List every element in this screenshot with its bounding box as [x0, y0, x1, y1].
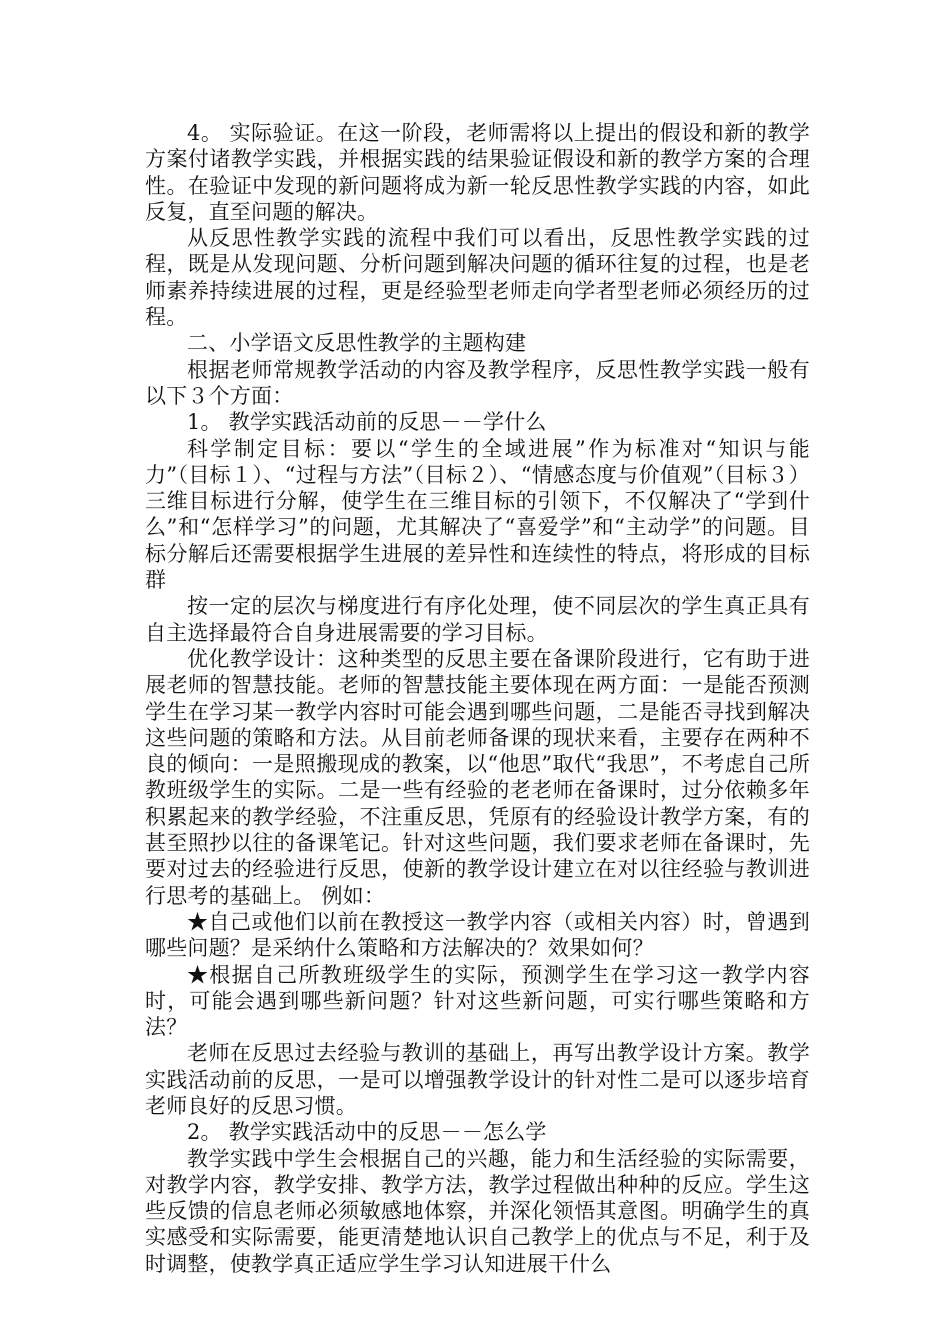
- paragraph-actual-verification: 4。 实际验证。在这一阶段，老师需将以上提出的假设和新的教学方案付诸教学实践，并根据实践的结果验证假设和新的教学方案的合理性。在验证中发现的新问题将成为新一轮反思性教学实践的内容，如此反复，直至问题的解决。: [145, 121, 810, 224]
- section-heading-theme-construction: 二、小学语文反思性教学的主题构建: [187, 331, 527, 356]
- paragraph-three-aspects: 根据老师常规教学活动的内容及教学程序，反思性教学实践一般有以下３个方面：: [145, 357, 810, 408]
- subheading-before-practice: 1。 教学实践活动前的反思－－学什么: [187, 410, 547, 435]
- paragraph-goal-ordering: 按一定的层次与梯度进行有序化处理，使不同层次的学生真正具有自主选择最符合自身进展需要的学习目标。: [145, 594, 810, 645]
- document-body: [145, 120, 810, 1277]
- bullet-past-problems: ★自己或他们以前在教授这一教学内容（或相关内容）时，曾遇到哪些问题？是采纳什么策略和方法解决的？效果如何？: [145, 909, 810, 961]
- paragraph-student-feedback: 教学实践中学生会根据自己的兴趣，能力和生活经验的实际需要，对教学内容，教学安排、教学方法，教学过程做出种种的反应。学生这些反馈的信息老师必须敏感地体察，并深化领悟其意图。明确学生的真实感受和实际需要，能更清楚地认识自己教学上的优点与不足，利于及时调整，使教学真正适应学生学习认知进展干什么: [145, 1146, 810, 1276]
- paragraph-process-summary: 从反思性教学实践的流程中我们可以看出，反思性教学实践的过程，既是从发现问题、分析问题到解决问题的循环往复的过程，也是老师素养持续进展的过程，更是经验型老师走向学者型老师必须经历的过程。: [145, 226, 810, 330]
- paragraph-goal-setting: 科学制定目标：要以“学生的全域进展”作为标准对“知识与能力”（目标１）、“过程与方法”（目标２）、“情感态度与价值观”（目标３）三维目标进行分解，使学生在三维目标的引领下，不仅解决了“学到什么”和“怎样学习”的问题，尤其解决了“喜爱学”和“主动学”的问题。目标分解后还需要根据学生进展的差异性和连续性的特点，将形成的目标群: [145, 436, 810, 593]
- subheading-during-practice: 2。 教学实践活动中的反思－－怎么学: [187, 1120, 547, 1145]
- bullet-predict-problems: ★根据自己所教班级学生的实际，预测学生在学习这一教学内容时，可能会遇到哪些新问题？针对这些新问题，可实行哪些策略和方法？: [145, 962, 810, 1040]
- paragraph-optimize-design: 优化教学设计：这种类型的反思主要在备课阶段进行，它有助于进展老师的智慧技能。老师的智慧技能主要体现在两方面：一是能否预测学生在学习某一教学内容时可能会遇到哪些问题，二是能否寻找到解决这些问题的策略和方法。从目前老师备课的现状来看，主要存在两种不良的倾向：一是照搬现成的教案，以“他思”取代“我思”，不考虑自己所教班级学生的实际。二是一些有经验的老老师在备课时，过分依赖多年积累起来的教学经验，不注重反思，凭原有的经验设计教学方案，有的甚至照抄以往的备课笔记。针对这些问题，我们要求老师在备课时，先要对过去的经验进行反思，使新的教学设计建立在对以往经验与教训进行思考的基础上。 例如：: [145, 646, 810, 908]
- paragraph-design-plan: 老师在反思过去经验与教训的基础上，再写出教学设计方案。教学实践活动前的反思，一是可以增强教学设计的针对性二是可以逐步培育老师良好的反思习惯。: [145, 1041, 810, 1118]
